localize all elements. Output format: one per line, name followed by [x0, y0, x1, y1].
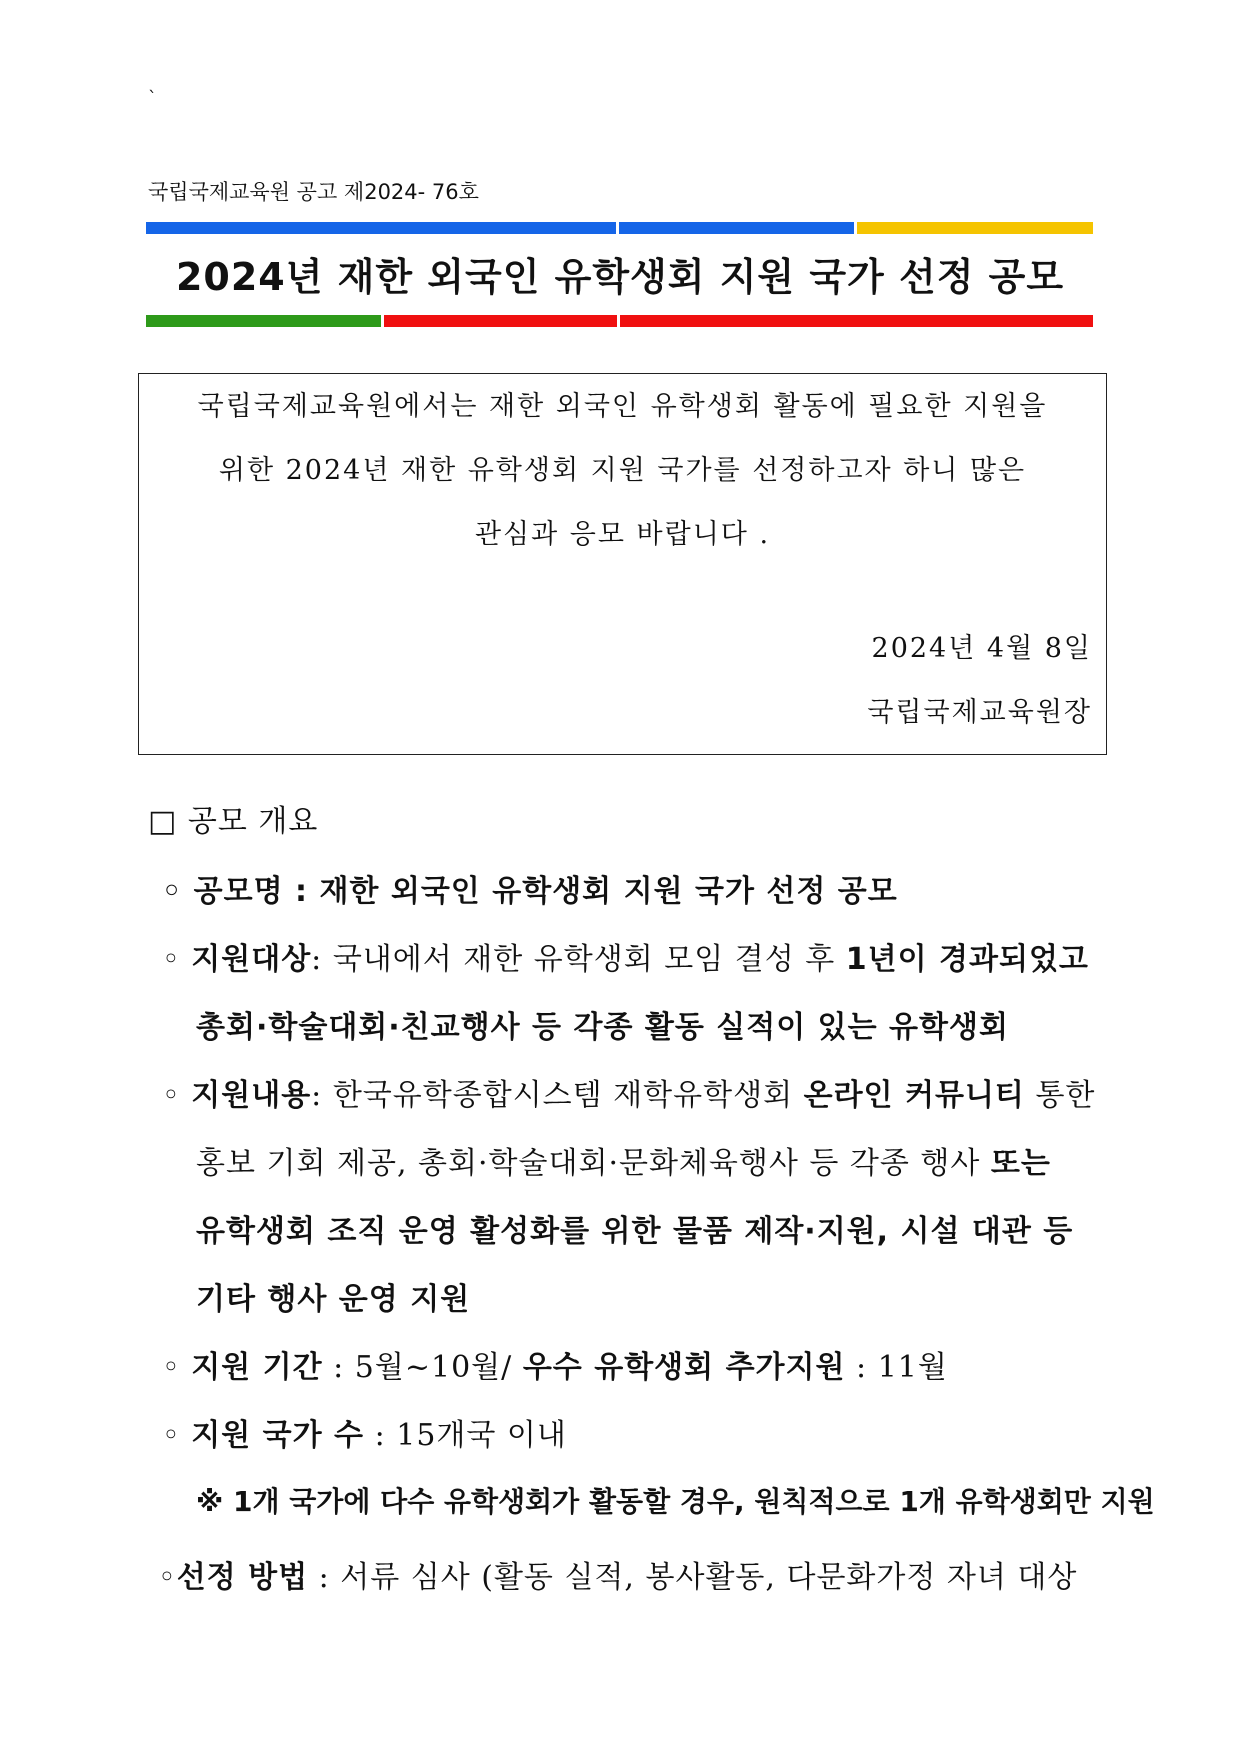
content-line-2-bold: 또는 [990, 1146, 1051, 1181]
bullet: ◦ [158, 1560, 177, 1595]
notice-date: 2024년 4월 8일 [871, 633, 1092, 664]
method-line [158, 1552, 1077, 1596]
method-text: : 서류 심사 (활동 실적, 봉사활동, 다문화가정 자녀 대상 [308, 1560, 1078, 1595]
intro-box [138, 373, 1107, 755]
bullet: ◦ [162, 942, 181, 977]
target-text: : 국내에서 재한 유학생회 모임 결성 후 [311, 942, 846, 977]
target-line-1 [162, 934, 1089, 978]
top-bar-yellow [857, 222, 1093, 234]
intro-line-2: 위한 2024년 재한 유학생회 지원 국가를 선정하고자 하니 많은 [218, 455, 1027, 486]
notice-number: 국립국제교육원 공고 제2024- 76호 [148, 180, 479, 204]
content-line-4: 기타 행사 운영 지원 [196, 1282, 471, 1317]
count-line [162, 1410, 567, 1454]
bottom-bar-green [146, 315, 381, 327]
intro-line-3: 관심과 응모 바랍니다 . [474, 519, 771, 550]
bottom-bar-red-2 [620, 315, 1093, 327]
bullet: ◦ [162, 1418, 181, 1453]
section-heading: □ 공모 개요 [148, 804, 319, 839]
bullet: ◦ [162, 1350, 181, 1385]
content-label: 지원내용 [191, 1078, 312, 1113]
period-text-2: : 11월 [845, 1350, 948, 1385]
content-line-2-text: 홍보 기회 제공, 총회·학술대회·문화체육행사 등 각종 행사 [196, 1146, 991, 1181]
count-text: : 15개국 이내 [364, 1418, 567, 1453]
period-label: 지원 기간 [191, 1350, 323, 1385]
content-text-1: : 한국유학종합시스템 재학유학생회 [311, 1078, 804, 1113]
note-line: ※ 1개 국가에 다수 유학생회가 활동할 경우, 원칙적으로 1개 유학생회만 지원 [196, 1485, 1155, 1518]
target-bold: 1년이 경과되었고 [845, 942, 1089, 977]
target-label: 지원대상 [191, 942, 312, 977]
method-label: 선정 방법 [176, 1560, 309, 1595]
issuer: 국립국제교육원장 [867, 697, 1092, 728]
intro-line-1: 국립국제교육원에서는 재한 외국인 유학생회 활동에 필요한 지원을 [197, 391, 1048, 422]
target-line-2: 총회·학술대회·친교행사 등 각종 활동 실적이 있는 유학생회 [196, 1010, 1009, 1045]
period-bold: 우수 유학생회 추가지원 [522, 1350, 846, 1385]
stray-mark: ` [148, 88, 157, 109]
bottom-bar-red-1 [384, 315, 617, 327]
content-text-2: 통한 [1024, 1078, 1096, 1113]
count-label: 지원 국가 수 [191, 1418, 365, 1453]
content-line-1 [162, 1070, 1095, 1114]
content-line-2 [196, 1138, 1051, 1182]
period-line [162, 1342, 948, 1386]
page-title: 2024년 재한 외국인 유학생회 지원 국가 선정 공모 [175, 255, 1065, 299]
content-bold-1: 온라인 커뮤니티 [803, 1078, 1025, 1113]
contest-name: ◦ 공모명 : 재한 외국인 유학생회 지원 국가 선정 공모 [162, 874, 898, 909]
bullet: ◦ [162, 1078, 181, 1113]
top-bar-blue-2 [619, 222, 854, 234]
period-text: : 5월~10월/ [322, 1350, 523, 1385]
content-line-3: 유학생회 조직 운영 활성화를 위한 물품 제작·지원, 시설 대관 등 [196, 1214, 1074, 1249]
top-bar-blue-1 [146, 222, 616, 234]
